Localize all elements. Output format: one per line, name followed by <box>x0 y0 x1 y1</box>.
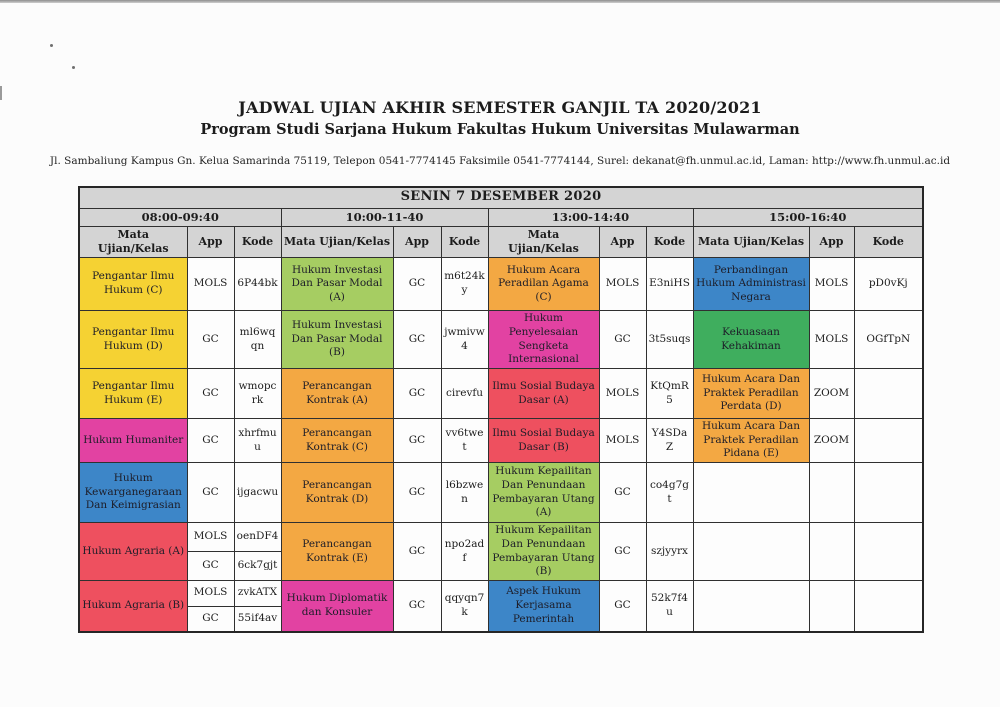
scanner-edge-artifact <box>0 0 1000 3</box>
time-slot-row <box>79 208 923 226</box>
subject-cell: Hukum Acara Peradilan Agama (C) <box>488 258 599 311</box>
subject-cell: Pengantar Ilmu Hukum (C) <box>79 258 187 311</box>
day-header-row <box>79 187 923 208</box>
col-header-slot3-subject: Mata Ujian/Kelas <box>693 226 809 258</box>
schedule-row-5-part0 <box>79 523 923 552</box>
kode-cell: E3niHS <box>646 258 693 311</box>
time-slot-3: 15:00-16:40 <box>693 208 923 226</box>
subject-cell: Hukum Kepailitan Dan Penundaan Pembayaran Utang (A) <box>488 463 599 523</box>
app-cell: GC <box>393 463 441 523</box>
subject-cell: Ilmu Sosial Budaya Dasar (B) <box>488 419 599 463</box>
app-cell: MOLS <box>599 369 646 419</box>
schedule-row-2 <box>79 369 923 419</box>
col-header-slot2-subject: Mata Ujian/Kelas <box>488 226 599 258</box>
subject-cell: Pengantar Ilmu Hukum (D) <box>79 311 187 369</box>
subject-cell: Perancangan Kontrak (D) <box>281 463 393 523</box>
subject-cell: Hukum Agraria (A) <box>79 523 187 581</box>
app-cell: MOLS <box>599 419 646 463</box>
kode-cell: KtQmR5 <box>646 369 693 419</box>
kode-cell <box>854 419 923 463</box>
kode-cell: l6bzwen <box>441 463 488 523</box>
app-cell: GC <box>393 311 441 369</box>
column-header-row <box>79 226 923 258</box>
kode-cell: qqyqn7k <box>441 581 488 632</box>
kode-cell: pD0vKj <box>854 258 923 311</box>
day-header: SENIN 7 DESEMBER 2020 <box>79 187 923 208</box>
scan-speck <box>72 66 75 69</box>
time-slot-1: 10:00-11-40 <box>281 208 488 226</box>
kode-cell: jwmivw4 <box>441 311 488 369</box>
kode-cell: 52k7f4u <box>646 581 693 632</box>
col-header-slot1-subject: Mata Ujian/Kelas <box>281 226 393 258</box>
empty-subject-cell <box>693 581 809 632</box>
exam-schedule-table <box>78 186 924 633</box>
kode-cell: xhrfmuu <box>234 419 281 463</box>
app-cell <box>809 523 854 581</box>
kode-cell <box>854 463 923 523</box>
subject-cell: Perancangan Kontrak (C) <box>281 419 393 463</box>
app-cell: ZOOM <box>809 369 854 419</box>
app-cell: GC <box>187 606 234 632</box>
kode-cell: 3t5suqs <box>646 311 693 369</box>
app-cell: GC <box>187 552 234 581</box>
schedule-header <box>79 187 923 258</box>
app-cell <box>809 463 854 523</box>
kode-cell <box>854 523 923 581</box>
kode-cell: wmopcrk <box>234 369 281 419</box>
subject-cell: Hukum Humaniter <box>79 419 187 463</box>
app-cell: GC <box>187 369 234 419</box>
kode-cell: zvkATX <box>234 581 281 607</box>
app-cell: ZOOM <box>809 419 854 463</box>
schedule-body <box>79 258 923 632</box>
app-cell: GC <box>187 311 234 369</box>
col-header-slot0-app: App <box>187 226 234 258</box>
app-cell: GC <box>187 463 234 523</box>
subject-cell: Hukum Kewarganegaraan Dan Keimigrasian <box>79 463 187 523</box>
document-title: JADWAL UJIAN AKHIR SEMESTER GANJIL TA 2020/2021 <box>238 98 762 117</box>
app-cell: GC <box>599 463 646 523</box>
col-header-slot3-app: App <box>809 226 854 258</box>
app-cell: MOLS <box>187 581 234 607</box>
kode-cell: oenDF4 <box>234 523 281 552</box>
subject-cell: Hukum Acara Dan Praktek Peradilan Perdata (D) <box>693 369 809 419</box>
subject-cell: Hukum Investasi Dan Pasar Modal (A) <box>281 258 393 311</box>
subject-cell: Pengantar Ilmu Hukum (E) <box>79 369 187 419</box>
kode-cell: ml6wqqn <box>234 311 281 369</box>
col-header-slot2-app: App <box>599 226 646 258</box>
col-header-slot0-kode: Kode <box>234 226 281 258</box>
subject-cell: Hukum Acara Dan Praktek Peradilan Pidana (E) <box>693 419 809 463</box>
empty-subject-cell <box>693 463 809 523</box>
time-slot-0: 08:00-09:40 <box>79 208 281 226</box>
subject-cell: Hukum Kepailitan Dan Penundaan Pembayaran Utang (B) <box>488 523 599 581</box>
document-address-line: Jl. Sambaliung Kampus Gn. Kelua Samarinda 75119, Telepon 0541-7774145 Faksimile 0541-7774144, Surel: dekanat@fh.unmul.ac.id, Laman: http://www.fh.unmul.ac.id <box>49 155 951 167</box>
col-header-slot0-subject: Mata Ujian/Kelas <box>79 226 187 258</box>
subject-cell: Kekuasaan Kehakiman <box>693 311 809 369</box>
subject-cell: Aspek Hukum Kerjasama Pemerintah <box>488 581 599 632</box>
subject-cell: Hukum Penyelesaian Sengketa Internasional <box>488 311 599 369</box>
app-cell: MOLS <box>187 258 234 311</box>
kode-cell: npo2adf <box>441 523 488 581</box>
app-cell: GC <box>599 523 646 581</box>
document-subtitle: Program Studi Sarjana Hukum Fakultas Hukum Universitas Mulawarman <box>200 121 800 138</box>
app-cell: GC <box>393 419 441 463</box>
kode-cell: ijgacwu <box>234 463 281 523</box>
col-header-slot3-kode: Kode <box>854 226 923 258</box>
app-cell: GC <box>393 581 441 632</box>
subject-cell: Perancangan Kontrak (E) <box>281 523 393 581</box>
col-header-slot1-kode: Kode <box>441 226 488 258</box>
app-cell: GC <box>599 581 646 632</box>
col-header-slot2-kode: Kode <box>646 226 693 258</box>
col-header-slot1-app: App <box>393 226 441 258</box>
app-cell: GC <box>599 311 646 369</box>
kode-cell <box>854 369 923 419</box>
schedule-row-0 <box>79 258 923 311</box>
schedule-row-4 <box>79 463 923 523</box>
app-cell: MOLS <box>809 258 854 311</box>
subject-cell: Perancangan Kontrak (A) <box>281 369 393 419</box>
subject-cell: Perbandingan Hukum Administrasi Negara <box>693 258 809 311</box>
document-header <box>0 98 1000 167</box>
schedule-row-3 <box>79 419 923 463</box>
subject-cell: Hukum Agraria (B) <box>79 581 187 632</box>
kode-cell: co4g7gt <box>646 463 693 523</box>
kode-cell: 6P44bk <box>234 258 281 311</box>
app-cell: MOLS <box>187 523 234 552</box>
subject-cell: Ilmu Sosial Budaya Dasar (A) <box>488 369 599 419</box>
subject-cell: Hukum Investasi Dan Pasar Modal (B) <box>281 311 393 369</box>
schedule-row-6-part0 <box>79 581 923 607</box>
app-cell: GC <box>187 419 234 463</box>
schedule-row-1 <box>79 311 923 369</box>
kode-cell <box>854 581 923 632</box>
time-slot-2: 13:00-14:40 <box>488 208 693 226</box>
app-cell: GC <box>393 369 441 419</box>
kode-cell: cirevfu <box>441 369 488 419</box>
app-cell: GC <box>393 523 441 581</box>
kode-cell: 55if4av <box>234 606 281 632</box>
kode-cell: OGfTpN <box>854 311 923 369</box>
subject-cell: Hukum Diplomatik dan Konsuler <box>281 581 393 632</box>
kode-cell: 6ck7gjt <box>234 552 281 581</box>
app-cell: MOLS <box>599 258 646 311</box>
kode-cell: szjyyrx <box>646 523 693 581</box>
scan-speck <box>50 44 53 47</box>
kode-cell: Y4SDaZ <box>646 419 693 463</box>
app-cell <box>809 581 854 632</box>
app-cell: MOLS <box>809 311 854 369</box>
app-cell: GC <box>393 258 441 311</box>
kode-cell: m6t24ky <box>441 258 488 311</box>
kode-cell: vv6twet <box>441 419 488 463</box>
empty-subject-cell <box>693 523 809 581</box>
